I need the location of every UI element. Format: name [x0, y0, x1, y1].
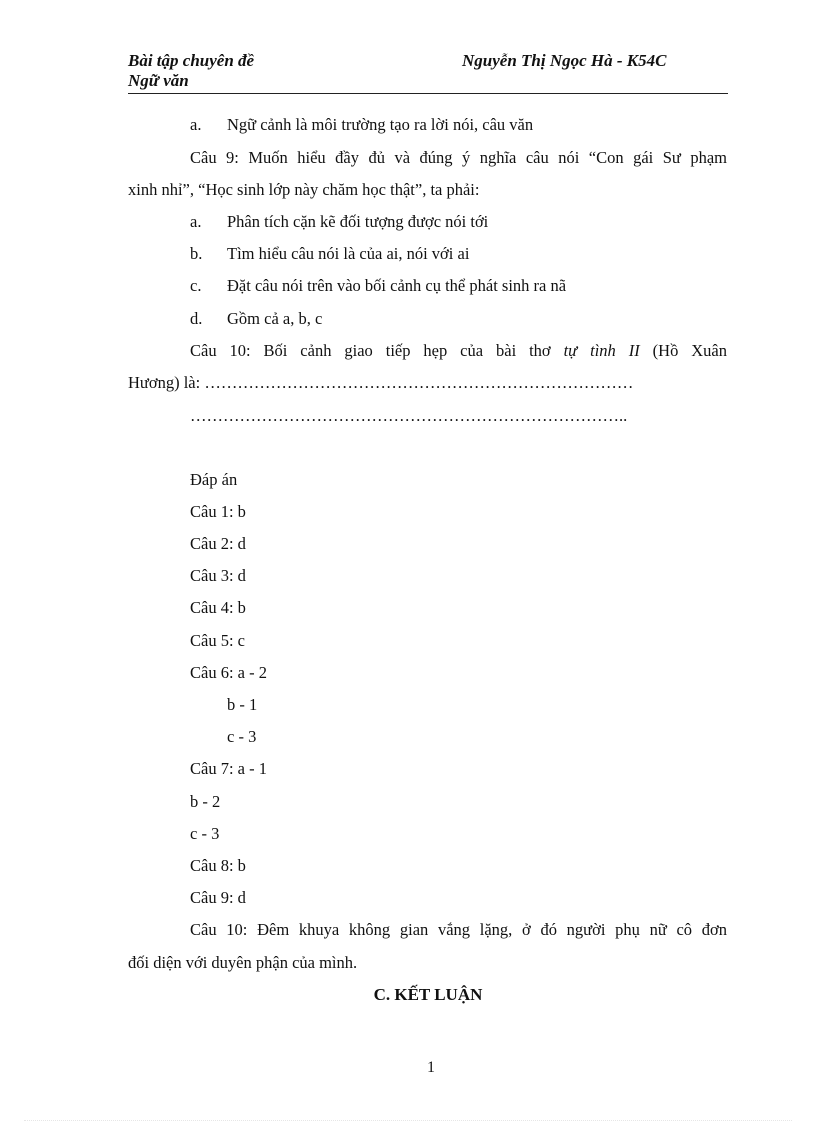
option-text: Gồm cả a, b, c: [227, 309, 323, 328]
question-9-line1: Câu 9: Muốn hiểu đầy đủ và đúng ý nghĩa câu nói “Con gái Sư phạm: [190, 148, 727, 167]
question-10-blank-line: ……………………………………………………………………..: [190, 406, 628, 425]
answer-7-c: c - 3: [190, 824, 220, 843]
answer-9: Câu 9: d: [190, 888, 246, 907]
answer-10-line1: Câu 10: Đêm khuya không gian vắng lặng, ở đó người phụ nữ cô đơn: [190, 920, 727, 939]
question-9-line2: xinh nhỉ”, “Học sinh lớp này chăm học thật”, ta phải:: [128, 180, 480, 199]
answer-3: Câu 3: d: [190, 566, 246, 585]
option-marker: c.: [190, 276, 202, 295]
answer-8: Câu 8: b: [190, 856, 246, 875]
page-bottom-dotted-border: [24, 1120, 792, 1121]
header-author: Nguyễn Thị Ngọc Hà - K54C: [462, 51, 667, 70]
answer-7-b: b - 2: [190, 792, 221, 811]
header-rule: [128, 93, 728, 94]
answer-6-b: b - 1: [227, 695, 258, 714]
answer-4: Câu 4: b: [190, 598, 246, 617]
answer-1: Câu 1: b: [190, 502, 246, 521]
answer-2: Câu 2: d: [190, 534, 246, 553]
question-10-line1: [190, 341, 727, 361]
question-10-author: (Hồ Xuân: [639, 341, 727, 360]
option-text: Đặt câu nói trên vào bối cảnh cụ thể phát sinh ra nã: [227, 276, 567, 295]
answer-6-c: c - 3: [227, 727, 257, 746]
header-doc-title-line2: Ngữ văn: [128, 71, 189, 90]
option-text: Phân tích cặn kẽ đối tượng được nói tới: [227, 212, 489, 231]
header-doc-title-line1: Bài tập chuyên đề: [128, 51, 255, 70]
page-number: 1: [427, 1059, 435, 1076]
answer-7: Câu 7: a - 1: [190, 759, 267, 778]
question-10-text: Câu 10: Bối cảnh giao tiếp hẹp của bài thơ: [190, 341, 564, 360]
option-text: Ngữ cảnh là môi trường tạo ra lời nói, câu văn: [227, 115, 534, 134]
question-10-line2: Hương) là: ……………………………………………………………………: [128, 373, 634, 392]
answers-heading: Đáp án: [190, 470, 238, 489]
answer-5: Câu 5: c: [190, 631, 245, 650]
option-text: Tìm hiểu câu nói là của ai, nói với ai: [227, 244, 470, 263]
answer-10-line2: đối diện với duyên phận của mình.: [128, 953, 358, 972]
poem-title: tự tình II: [563, 341, 640, 360]
answer-6: Câu 6: a - 2: [190, 663, 267, 682]
option-marker: d.: [190, 309, 203, 328]
option-marker: a.: [190, 212, 202, 231]
option-marker: a.: [190, 115, 202, 134]
option-marker: b.: [190, 244, 203, 263]
section-title: C. KẾT LUẬN: [373, 985, 483, 1004]
